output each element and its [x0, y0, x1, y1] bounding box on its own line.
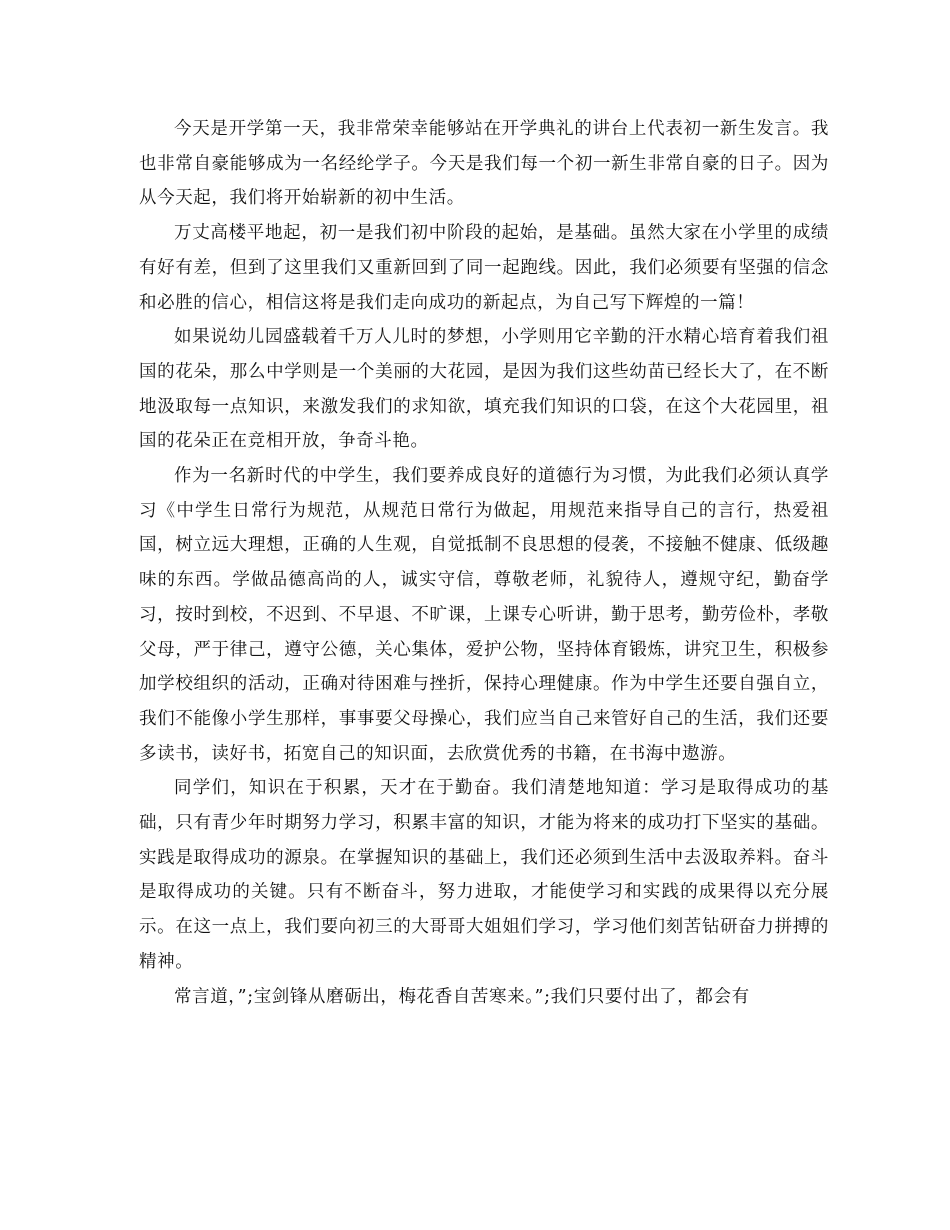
document-body — [139, 112, 829, 1014]
paragraph-conduct: 作为一名新时代的中学生，我们要养成良好的道德行为习惯，为此我们必须认真学习《中学生日常行为规范，从规范日常行为做起，用规范来指导自己的言行，热爱祖国，树立远大理想，正确的人生观，自觉抵制不良思想的侵袭，不接触不健康、低级趣味的东西。学做品德高尚的人，诚实守信，尊敬老师，礼貌待人，遵规守纪，勤奋学习，按时到校，不迟到、不早退、不旷课，上课专心听讲，勤于思考，勤劳俭朴，孝敬父母，严于律己，遵守公德，关心集体，爱护公物，坚持体育锻炼，讲究卫生，积极参加学校组织的活动，正确对待困难与挫折，保持心理健康。作为中学生还要自强自立，我们不能像小学生那样，事事要父母操心，我们应当自己来管好自己的生活，我们还要多读书，读好书，拓宽自己的知识面，去欣赏优秀的书籍，在书海中遨游。 — [139, 466, 829, 764]
paragraph-knowledge: 同学们，知识在于积累，天才在于勤奋。我们清楚地知道：学习是取得成功的基础，只有青少年时期努力学习，积累丰富的知识，才能为将来的成功打下坚实的基础。实践是取得成功的源泉。在掌握知识的基础上，我们还必须到生活中去汲取养料。奋斗是取得成功的关键。只有不断奋斗，努力进取，才能使学习和实践的成果得以充分展示。在这一点上，我们要向初三的大哥哥大姐姐们学习，学习他们刻苦钻研奋力拼搏的精神。 — [139, 778, 829, 972]
paragraph-opening: 今天是开学第一天，我非常荣幸能够站在开学典礼的讲台上代表初一新生发言。我也非常自豪能够成为一名经纶学子。今天是我们每一个初一新生非常自豪的日子。因为从今天起，我们将开始崭新的初中生活。 — [139, 119, 829, 209]
paragraph-foundation: 万丈高楼平地起，初一是我们初中阶段的起始，是基础。虽然大家在小学里的成绩有好有差，但到了这里我们又重新回到了同一起跑线。因此，我们必须要有坚强的信念和必胜的信心，相信这将是我们走向成功的新起点，为自己写下辉煌的一篇！ — [139, 223, 829, 313]
paragraph-proverb: 常言道，”;宝剑锋从磨砺出，梅花香自苦寒来。”;我们只要付出了，都会有 — [174, 986, 750, 1007]
paragraph-garden: 如果说幼儿园盛载着千万人儿时的梦想，小学则用它辛勤的汗水精心培育着我们祖国的花朵，那么中学则是一个美丽的大花园，是因为我们这些幼苗已经长大了，在不断地汲取每一点知识，来激发我们的求知欲，填充我们知识的口袋，在这个大花园里，祖国的花朵正在竞相开放，争奇斗艳。 — [139, 327, 829, 452]
